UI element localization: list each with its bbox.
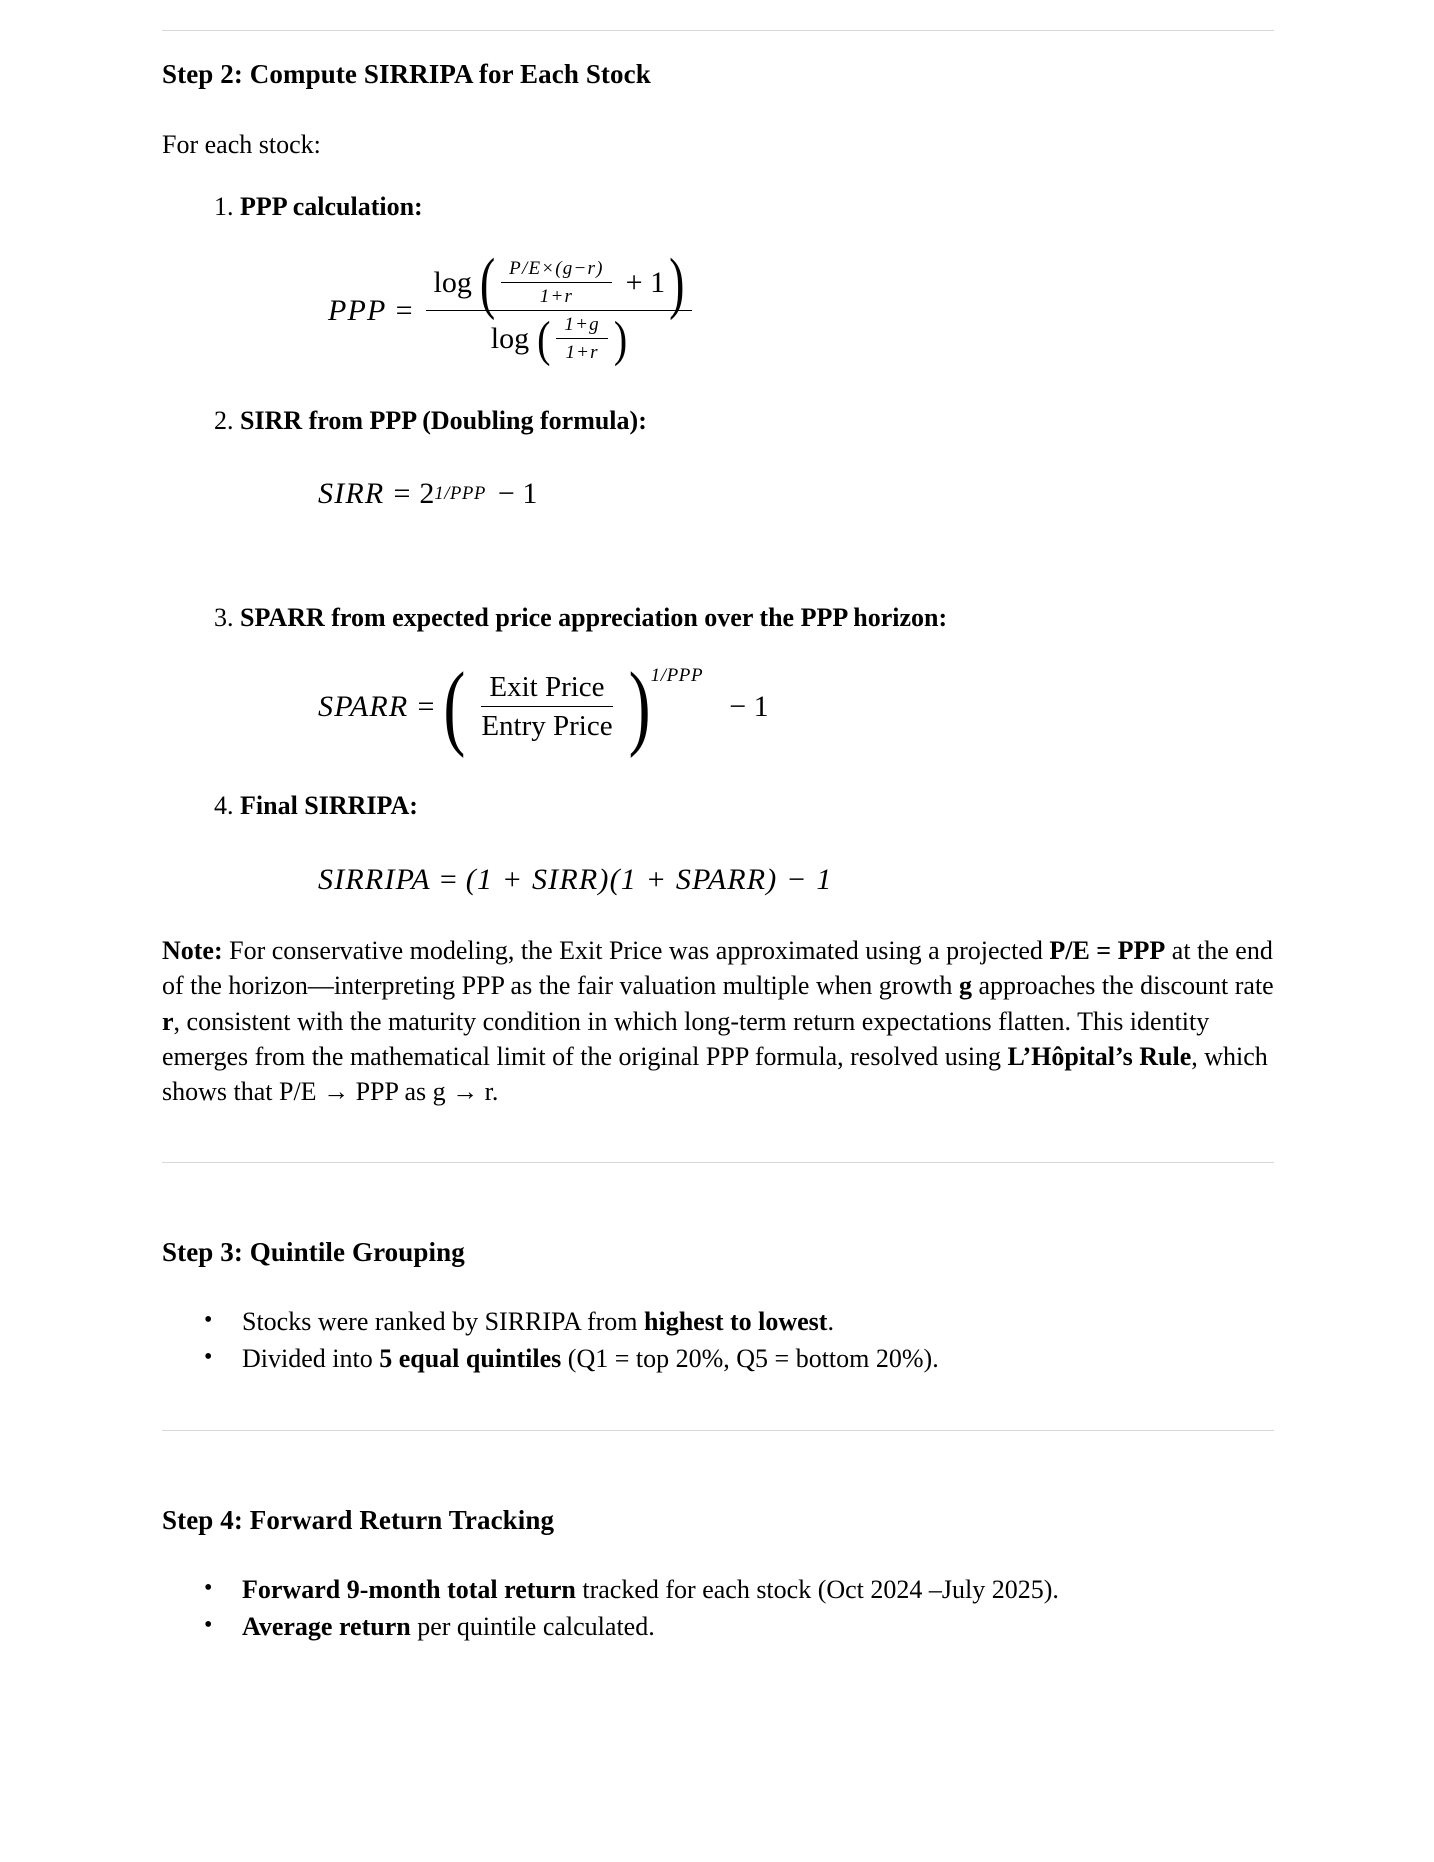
sirr-formula	[240, 477, 1274, 511]
sirripa-equals: =	[439, 862, 457, 896]
step4-bullet-2-bold: Average return	[242, 1611, 411, 1641]
close-paren-icon: )	[613, 309, 628, 367]
ppp-log-2: log	[490, 321, 530, 355]
list-item	[240, 789, 1274, 897]
list-item	[240, 601, 1274, 789]
step2-heading: Step 2: Compute SIRRIPA for Each Stock	[162, 59, 651, 89]
step2-item-3-label: SPARR from expected price appreciation over the PPP horizon:	[240, 603, 948, 633]
ppp-numerator	[426, 243, 693, 321]
step3-heading: Step 3: Quintile Grouping	[162, 1236, 465, 1267]
sirr-tail: − 1	[497, 477, 538, 511]
list-item	[240, 404, 1274, 602]
step3-bullet-2-seg1: Divided into	[242, 1343, 380, 1373]
step2-intro: For each stock:	[162, 130, 321, 159]
step3-bullet-2-bold: 5 equal quintiles	[379, 1343, 562, 1373]
note-seg-2: at the end of the horizon—interpreting PPP as the fair valuation multiple when growth	[162, 935, 1273, 1001]
sparr-equals: =	[417, 690, 435, 724]
step2-item-2-label: SIRR from PPP (Doubling formula):	[240, 405, 647, 435]
list-item	[242, 1572, 1274, 1609]
note-seg-1: For conservative modeling, the Exit Price was approximated using a projected	[222, 935, 1050, 965]
step3-bullet-1-seg2: .	[827, 1306, 834, 1336]
note-bold-2: g	[958, 971, 972, 1001]
ppp-inner-denominator: 1+r	[539, 285, 574, 307]
sirr-equals: =	[393, 477, 411, 511]
note-bold-1: P/E = PPP	[1049, 935, 1166, 965]
step4-bullet-1-seg2: tracked for each stock (Oct 2024 –July 2025).	[575, 1574, 1059, 1604]
ppp-plus-one: + 1	[625, 265, 666, 299]
close-paren-icon: )	[669, 243, 685, 321]
note-bold-4: L’Hôpital’s Rule	[1007, 1042, 1192, 1072]
list-item	[242, 1609, 1274, 1646]
open-paren-icon: (	[479, 243, 496, 321]
sparr-numerator: Exit Price	[481, 671, 612, 707]
sirripa-rhs: (1 + SIRR)(1 + SPARR) − 1	[465, 862, 833, 896]
close-paren-icon: )	[628, 653, 651, 760]
step4-bullet-1-bold: Forward 9-month total return	[242, 1574, 576, 1604]
sparr-denominator: Entry Price	[481, 710, 613, 743]
sparr-exponent: 1/PPP	[650, 665, 704, 687]
sirr-exponent: 1/PPP	[434, 483, 486, 505]
sparr-lhs: SPARR	[318, 690, 409, 724]
ppp-main-fraction	[426, 243, 693, 367]
note-seg-4: , consistent with the maturity condition in which long-term return expectations flatten. This identity emerges from the mathematical limit of the original PPP formula, resolved using	[162, 1006, 1210, 1072]
note-seg-5: , which shows that P/E → PPP as g → r.	[162, 1042, 1268, 1107]
step2-list	[162, 190, 1274, 897]
ppp-lhs: PPP	[328, 293, 387, 327]
sparr-formula	[240, 653, 1274, 760]
list-item	[242, 1304, 1274, 1341]
step2-item-4-label: Final SIRRIPA:	[240, 791, 418, 821]
open-paren-icon: (	[537, 309, 551, 367]
ppp-inner-numerator: P/E×(g−r)	[501, 258, 611, 283]
ppp-den-inner-denominator: 1+r	[565, 341, 599, 363]
ppp-formula	[240, 243, 1274, 367]
list-item	[242, 1341, 1274, 1378]
sparr-fraction	[473, 671, 620, 743]
sirripa-formula	[240, 863, 1274, 897]
step3-bullets	[162, 1304, 1274, 1378]
sirripa-lhs: SIRRIPA	[318, 862, 431, 896]
ppp-denominator	[483, 309, 635, 367]
sirr-lhs: SIRR	[318, 477, 385, 511]
open-paren-icon: (	[443, 653, 466, 760]
note-bold-3: r	[162, 1006, 174, 1036]
ppp-equals: =	[395, 293, 413, 327]
step4-bullets	[162, 1572, 1274, 1646]
sparr-tail: − 1	[729, 690, 769, 724]
list-item	[240, 190, 1274, 404]
step3-bullet-1-seg1: Stocks were ranked by SIRRIPA from	[242, 1306, 645, 1336]
ppp-den-inner-fraction	[556, 314, 607, 364]
ppp-log-1: log	[433, 265, 472, 299]
note-seg-3: approaches the discount rate	[971, 971, 1274, 1001]
step2-note	[162, 933, 1274, 1110]
sirr-base: 2	[419, 477, 435, 511]
ppp-inner-fraction	[501, 258, 611, 308]
step4-bullet-2-seg2: per quintile calculated.	[410, 1611, 655, 1641]
note-label: Note:	[162, 935, 223, 965]
ppp-den-inner-numerator: 1+g	[556, 314, 607, 339]
step2-item-1-label: PPP calculation:	[240, 191, 423, 221]
step4-heading: Step 4: Forward Return Tracking	[162, 1504, 555, 1535]
step3-bullet-2-seg2: (Q1 = top 20%, Q5 = bottom 20%).	[561, 1343, 939, 1373]
step3-bullet-1-bold: highest to lowest	[644, 1306, 828, 1336]
